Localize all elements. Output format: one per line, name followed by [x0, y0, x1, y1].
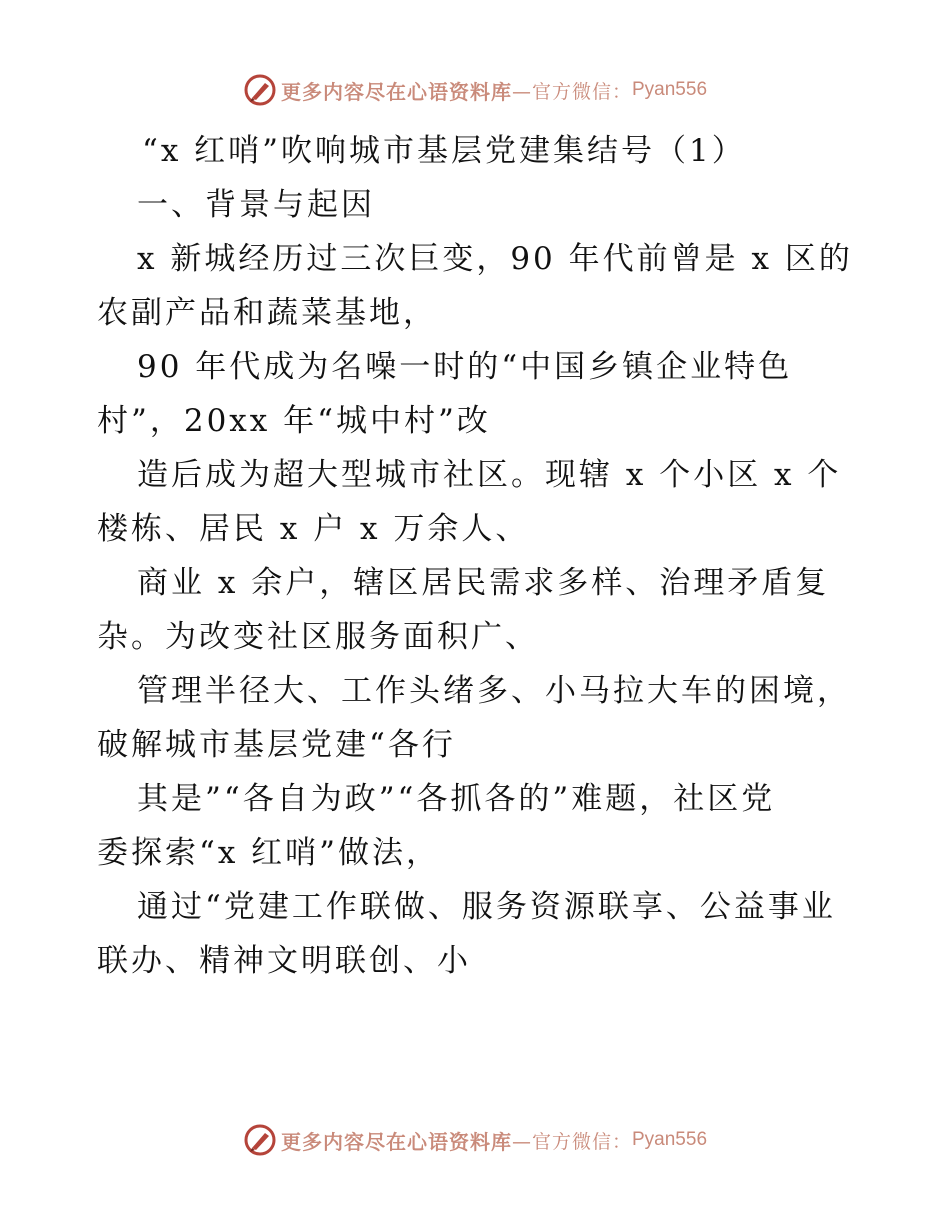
document-title: “x 红哨”吹响城市基层党建集结号（1） — [142, 133, 746, 169]
paragraph-line: 村”，20xx 年“城中村”改 — [97, 403, 491, 439]
watermark-main-text: 更多内容尽在心语资料库 — [280, 1129, 512, 1154]
paragraph-line: 楼栋、居民 x 户 x 万余人、 — [97, 511, 530, 547]
paragraph-line: 破解城市基层党建“各行 — [97, 727, 456, 763]
watermark-main-text: 更多内容尽在心语资料库 — [280, 79, 512, 104]
document-body — [97, 124, 857, 988]
paragraph-line: 农副产品和蔬菜基地， — [97, 295, 437, 331]
watermark-id-text: Pyan556 — [632, 79, 708, 100]
paragraph-line: 造后成为超大型城市社区。现辖 x 个小区 x 个 — [137, 457, 842, 493]
watermark-sub-text: —官方微信： — [511, 80, 632, 103]
paragraph-line: x 新城经历过三次巨变，90 年代前曾是 x 区的 — [137, 241, 853, 277]
paragraph-line: 杂。为改变社区服务面积广、 — [97, 619, 539, 655]
footer-watermark — [0, 1120, 950, 1160]
paragraph-line: 其是”“各自为政”“各抓各的”难题，社区党 — [137, 781, 776, 817]
paragraph-line: 管理半径大、工作头绪多、小马拉大车的困境， — [137, 673, 851, 709]
paragraph-line: 商业 x 余户，辖区居民需求多样、治理矛盾复 — [137, 565, 830, 601]
pen-logo-icon — [243, 73, 277, 107]
paragraph-line: 90 年代成为名噪一时的“中国乡镇企业特色 — [137, 349, 793, 385]
paragraph-line: 联办、精神文明联创、小 — [97, 943, 471, 979]
paragraph-line: 委探索“x 红哨”做法， — [97, 835, 441, 871]
pen-logo-icon — [243, 1123, 277, 1157]
watermark-sub-text: —官方微信： — [511, 1130, 632, 1153]
section-heading: 一、背景与起因 — [137, 187, 375, 223]
header-watermark — [0, 70, 950, 110]
watermark-id-text: Pyan556 — [632, 1129, 708, 1150]
paragraph-line: 通过“党建工作联做、服务资源联享、公益事业 — [137, 889, 836, 925]
